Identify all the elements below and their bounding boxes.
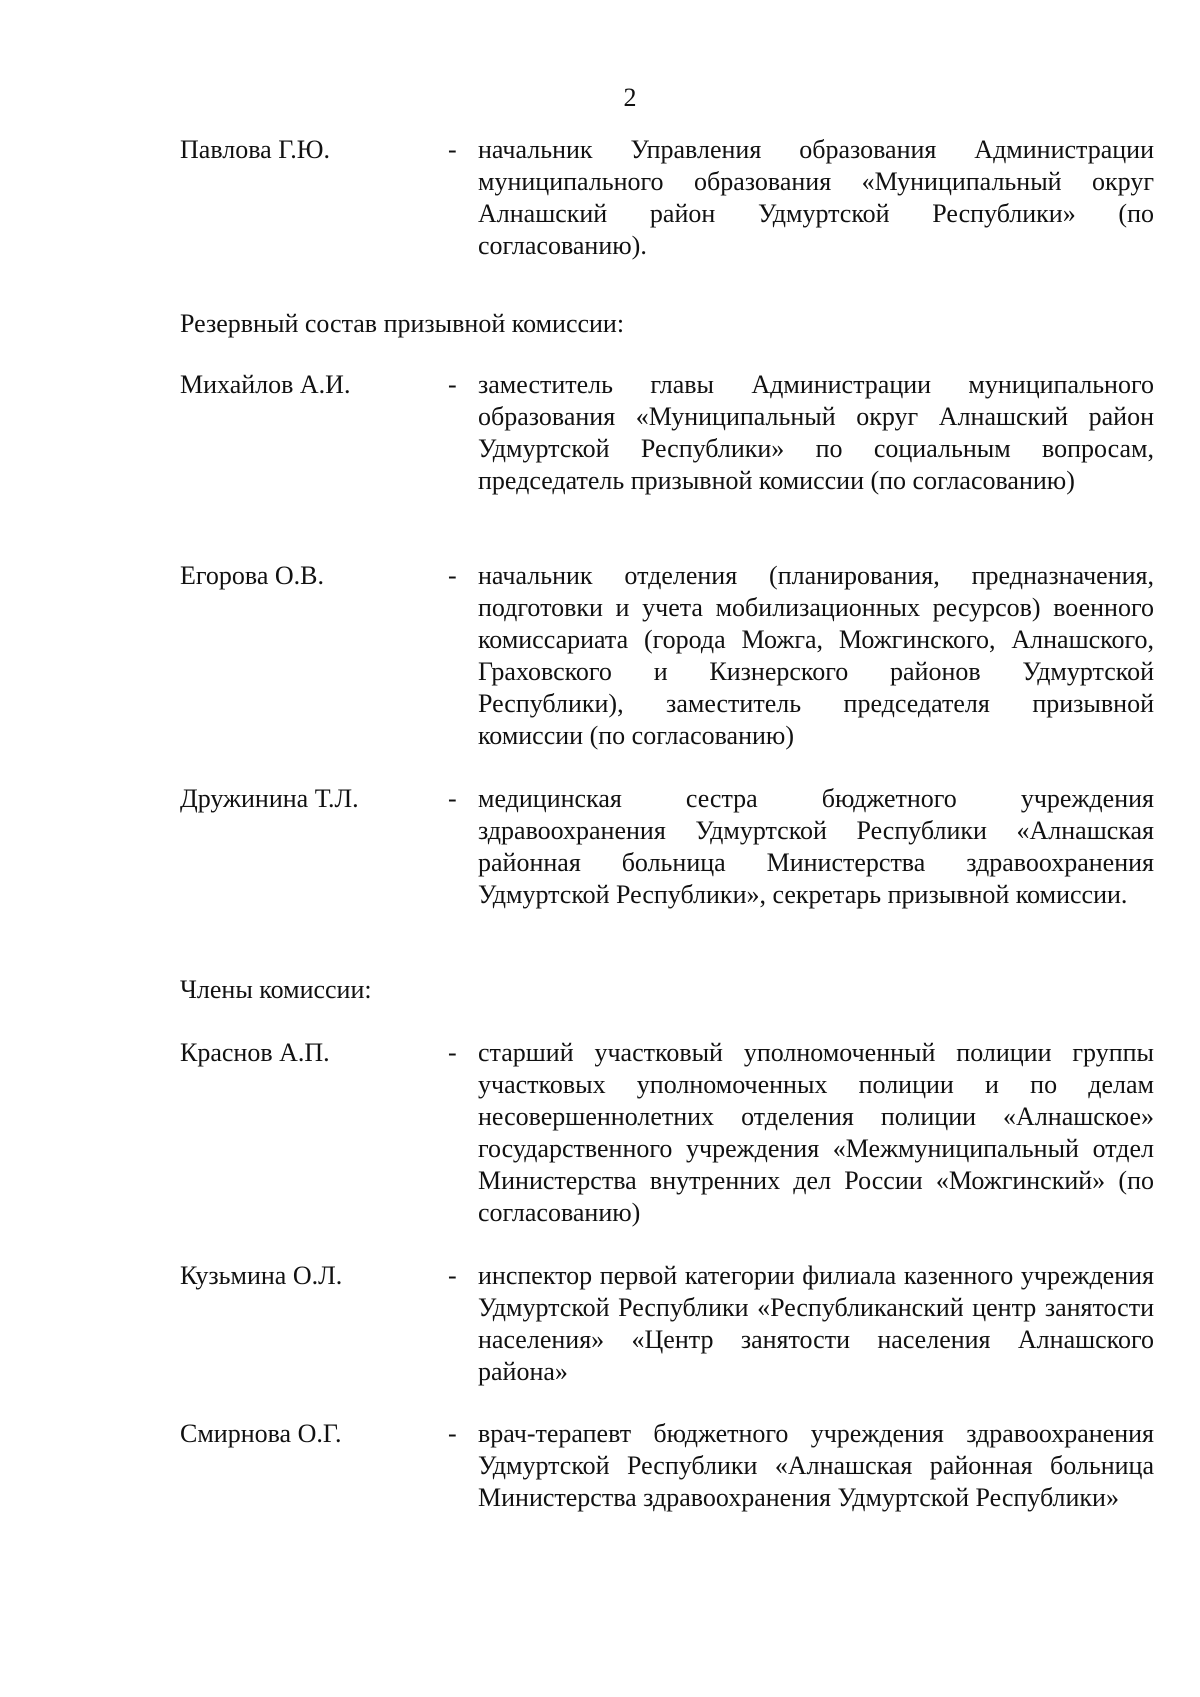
person-position: начальник отделения (планирования, предназначения, подготовки и учета мобилизационных ресурсов) военного комиссариата (города Можга, Можгинского, Алнашского, Граховского и Кизнерского районов Удмуртской Республики), заместитель председателя призывной комиссии (по согласованию) — [478, 561, 1154, 750]
person-position: заместитель главы Администрации муниципального образования «Муниципальный округ Алнашский район Удмуртской Республики» по социальным вопросам, председатель призывной комиссии (по согласованию) — [478, 370, 1154, 495]
person-position: врач-терапевт бюджетного учреждения здравоохранения Удмуртской Республики «Алнашская районная больница Министерства здравоохранения Удмуртской Республики» — [478, 1419, 1154, 1512]
page-number: 2 — [623, 83, 637, 112]
person-position: начальник Управления образования Администрации муниципального образования «Муниципальный округ Алнашский район Удмуртской Республики» (по согласованию). — [478, 135, 1154, 260]
person-name: Михайлов А.И. — [180, 370, 351, 399]
person-name: Дружинина Т.Л. — [180, 784, 359, 813]
person-position: инспектор первой категории филиала казенного учреждения Удмуртской Республики «Республиканский центр занятости населения» «Центр занятости населения Алнашского района» — [478, 1261, 1154, 1386]
person-position: медицинская сестра бюджетного учреждения здравоохранения Удмуртской Республики «Алнашская районная больница Министерства здравоохранения Удмуртской Республики», секретарь призывной комиссии. — [478, 784, 1154, 909]
separator-dash: - — [448, 370, 457, 399]
separator-dash: - — [448, 135, 457, 164]
person-name: Смирнова О.Г. — [180, 1419, 342, 1448]
person-name: Кузьмина О.Л. — [180, 1261, 343, 1290]
separator-dash: - — [448, 1419, 457, 1448]
separator-dash: - — [448, 1038, 457, 1067]
separator-dash: - — [448, 784, 457, 813]
person-name: Егорова О.В. — [180, 561, 324, 590]
section-heading-reserve: Резервный состав призывной комиссии: — [180, 309, 625, 338]
separator-dash: - — [448, 1261, 457, 1290]
separator-dash: - — [448, 561, 457, 590]
person-position: старший участковый уполномоченный полиции группы участковых уполномоченных полиции и по делам несовершеннолетних отделения полиции «Алнашское» государственного учреждения «Межмуниципальный отдел Министерства внутренних дел России «Можгинский» (по согласованию) — [478, 1038, 1154, 1227]
person-name: Павлова Г.Ю. — [180, 135, 331, 164]
person-name: Краснов А.П. — [180, 1038, 330, 1067]
section-heading-members: Члены комиссии: — [180, 975, 372, 1004]
